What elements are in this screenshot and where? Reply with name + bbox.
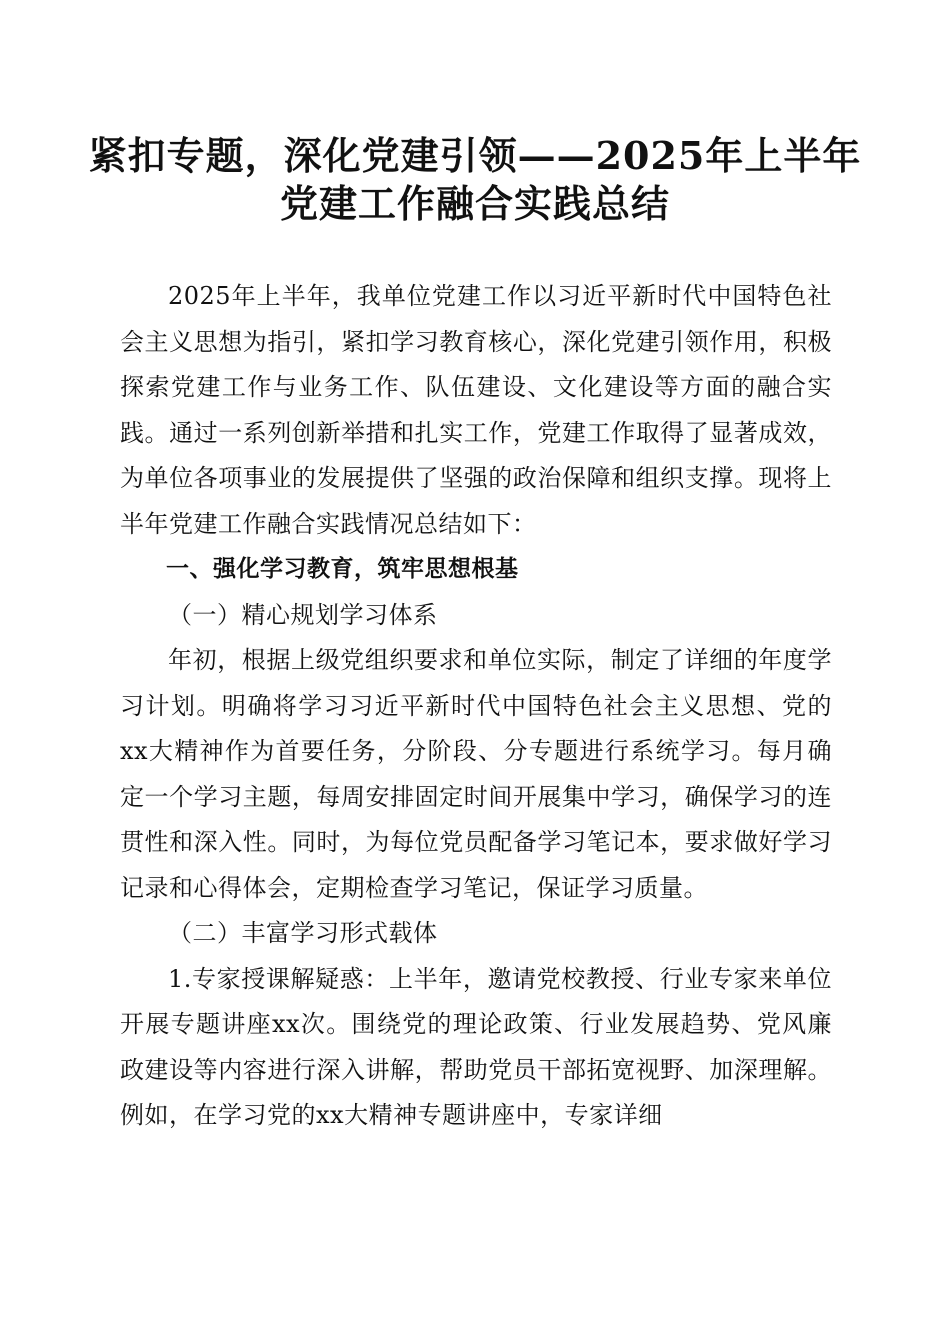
document-body: [120, 274, 832, 1139]
subsection-2-item-1: 1.专家授课解疑惑：上半年，邀请党校教授、行业专家来单位开展专题讲座xx次。围绕党的理论政策、行业发展趋势、党风廉政建设等内容进行深入讲解，帮助党员干部拓宽视野、加深理解。例如，在学习党的xx大精神专题讲座中，专家详细: [120, 964, 832, 1129]
section-heading-1: 一、强化学习教育，筑牢思想根基: [166, 556, 519, 582]
intro-paragraph: 2025年上半年，我单位党建工作以习近平新时代中国特色社会主义思想为指引，紧扣学习教育核心，深化党建引领作用，积极探索党建工作与业务工作、队伍建设、文化建设等方面的融合实践。通过一系列创新举措和扎实工作，党建工作取得了显著成效，为单位各项事业的发展提供了坚强的政治保障和组织支撑。现将上半年党建工作融合实践情况总结如下：: [120, 282, 832, 538]
subsection-heading-1: （一）精心规划学习体系: [168, 600, 438, 629]
document-title-line-1: 紧扣专题，深化党建引领——2025年上半年: [88, 133, 862, 178]
document-title-line-2: 党建工作融合实践总结: [279, 181, 670, 226]
subsection-heading-2: （二）丰富学习形式载体: [168, 919, 438, 947]
subsection-1-paragraph: 年初，根据上级党组织要求和单位实际，制定了详细的年度学习计划。明确将学习习近平新时代中国特色社会主义思想、党的xx大精神作为首要任务，分阶段、分专题进行系统学习。每月确定一个学习主题，每周安排固定时间开展集中学习，确保学习的连贯性和深入性。同时，为每位党员配备学习笔记本，要求做好学习记录和心得体会，定期检查学习笔记，保证学习质量。: [120, 646, 832, 902]
